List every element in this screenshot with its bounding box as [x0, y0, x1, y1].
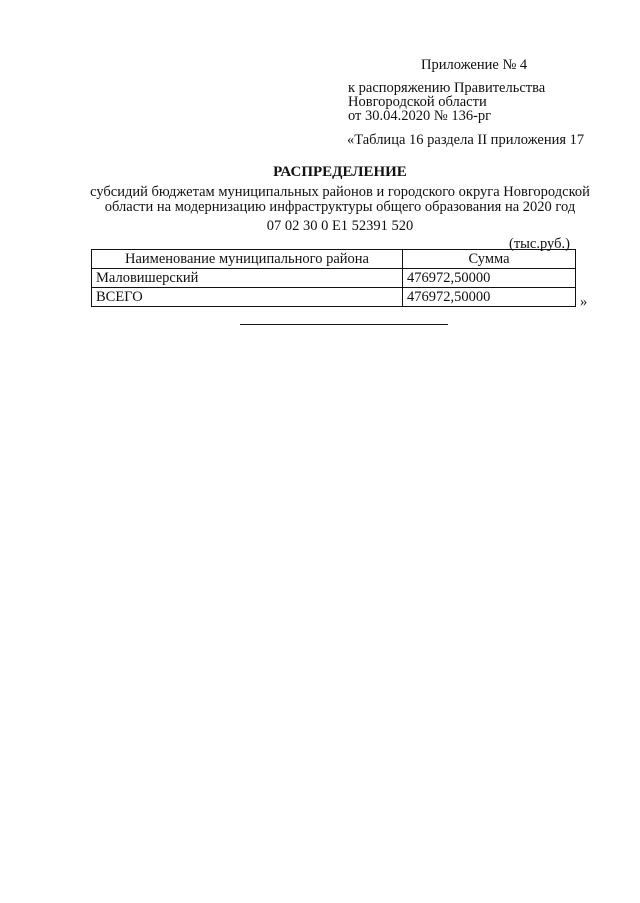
budget-code: 07 02 30 0 Е1 52391 520: [266, 218, 414, 234]
order-line-1: к распоряжению Правительства: [348, 80, 546, 96]
document-title: РАСПРЕДЕЛЕНИЕ: [273, 164, 407, 180]
end-divider-line: [240, 324, 448, 325]
total-label: ВСЕГО: [92, 288, 403, 307]
total-sum: 476972,50000: [403, 288, 576, 307]
subtitle-line-2: области на модернизацию инфраструктуры общего образования на 2020 год: [104, 199, 576, 215]
appendix-title: Приложение № 4: [421, 57, 528, 73]
table-row: [92, 269, 576, 288]
subtitle-line-1: субсидий бюджетам муниципальных районов и городского округа Новгородской: [90, 184, 590, 200]
table-row-total: [92, 288, 576, 307]
table-header-row: [92, 250, 576, 269]
column-header-sum: Сумма: [403, 250, 576, 269]
distribution-table: [91, 249, 576, 307]
unit-label: (тыс.руб.): [509, 236, 570, 252]
column-header-name: Наименование муниципального района: [92, 250, 403, 269]
table-reference: «Таблица 16 раздела II приложения 17: [347, 132, 585, 148]
order-line-2: Новгородской области: [348, 94, 487, 110]
closing-quote: »: [580, 294, 588, 310]
row-district-sum: 476972,50000: [403, 269, 576, 288]
row-district-name: Маловишерский: [92, 269, 403, 288]
order-line-3: от 30.04.2020 № 136-рг: [348, 108, 492, 124]
